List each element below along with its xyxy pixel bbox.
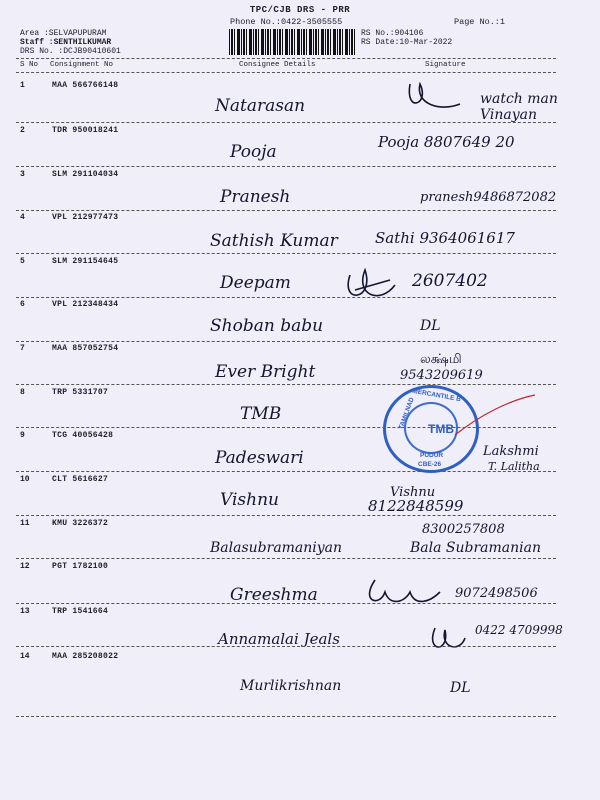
signature-note: Sathi 9364061617 [375,229,515,247]
consignee-name: Greeshma [230,585,318,605]
signature-scribble [420,618,470,658]
col-consignee-details: Consignee Details [239,61,316,69]
row-number: 8 [20,388,25,397]
row-number: 10 [20,475,30,484]
divider [16,72,556,73]
row-number: 14 [20,652,30,661]
col-sno: S No [20,61,39,69]
signature-note: pranesh9486872082 [420,190,557,205]
signature-note: Bala Subramanian [410,540,541,556]
row-number: 4 [20,213,25,222]
signature-note: 9072498506 [455,586,538,601]
stamp-text-top: MERCANTILE B [411,387,462,404]
signature-scribble [355,572,445,612]
consignment-number: TRP 5331707 [52,388,109,397]
divider [16,297,556,298]
consignee-name: Murlikrishnan [240,678,342,694]
consignment-number: MAA 285208022 [52,652,119,661]
divider [16,253,556,254]
row-number: 13 [20,607,30,616]
col-consignment: Consignment No [50,61,114,69]
consignment-number: KMU 3226372 [52,519,109,528]
consignment-number: TCG 40056428 [52,431,114,440]
rs-number: RS No.:904106 [361,29,424,38]
divider [16,646,556,647]
divider [16,471,556,472]
consignment-number: CLT 5616627 [52,475,109,484]
signature-note: 9543209619 [400,368,483,383]
divider [16,210,556,211]
row-number: 9 [20,431,25,440]
signature-note: Vinayan [480,107,537,123]
consignment-number: TDR 950018241 [52,126,119,135]
consignee-name: Natarasan [215,96,306,116]
consignee-name: TMB [240,404,282,424]
consignee-name: Vishnu [220,490,279,510]
area-label: Area :SELVAPUPURAM [20,29,107,38]
signature-note: watch man [480,91,558,107]
staff-label: Staff :SENTHILKUMAR [20,38,112,47]
consignee-name: Annamalai Jeals [218,630,340,648]
row-number: 5 [20,257,25,266]
consignee-name: Pooja [230,142,277,162]
drs-number: DRS No. :DCJB90410601 [20,47,121,56]
consignment-number: VPL 212977473 [52,213,119,222]
stamp-code: CBE-26 [418,461,442,468]
stamp-logo: TMB [428,422,454,436]
divider [16,341,556,342]
divider [16,122,556,123]
phone-number: Phone No.:0422-3505555 [230,17,343,27]
signature-note: DL [420,318,441,334]
consignee-name: Sathish Kumar [210,231,338,251]
divider [16,716,556,717]
stamp-text-left: TAMILNAD [397,396,416,431]
consignee-name: Shoban babu [210,316,324,336]
stamp-place: PUDUR [420,452,444,459]
signature-note: DL [450,680,471,696]
consignee-name: Deepam [220,273,291,293]
signature-note: T. Lalitha [488,460,540,473]
signature-scribble [335,260,405,310]
row-number: 12 [20,562,30,571]
consignee-name: Balasubramaniyan [210,540,343,556]
consignment-number: PGT 1782100 [52,562,109,571]
signature-note: 8122848599 [368,497,464,515]
page-number: Page No.:1 [454,17,506,27]
row-number: 6 [20,300,25,309]
divider [16,166,556,167]
col-signature: Signature [425,61,466,69]
divider [16,603,556,604]
signature-scribble [450,390,540,440]
consignment-number: VPL 212348434 [52,300,119,309]
signature-note: Pooja 8807649 20 [378,133,515,151]
row-number: 7 [20,344,25,353]
signature-note: Lakshmi [483,444,539,459]
document-title: TPC/CJB DRS - PRR [249,5,351,15]
consignee-name: Pranesh [220,187,291,207]
signature-note: 8300257808 [422,522,505,537]
divider [16,384,556,385]
consignment-number: TRP 1541664 [52,607,109,616]
signature-scribble [400,74,470,119]
divider [16,58,556,59]
consignee-name: Padeswari [215,448,304,468]
signature-note: 2607402 [412,271,488,291]
barcode [229,29,357,55]
consignment-number: SLM 291154645 [52,257,119,266]
divider [16,515,556,516]
row-number: 3 [20,170,25,179]
consignment-number: SLM 291104034 [52,170,119,179]
row-number: 1 [20,81,25,90]
consignee-name: Ever Bright [215,362,316,382]
row-number: 2 [20,126,25,135]
consignment-number: MAA 566766148 [52,81,119,90]
signature-note: Vishnu [390,485,436,500]
row-number: 11 [20,519,30,528]
consignment-number: MAA 857052754 [52,344,119,353]
rs-date: RS Date:10-Mar-2022 [361,38,453,47]
signature-note: லக்ஷ்மி [420,352,462,367]
signature-note: 0422 4709998 [475,623,563,637]
divider [16,558,556,559]
